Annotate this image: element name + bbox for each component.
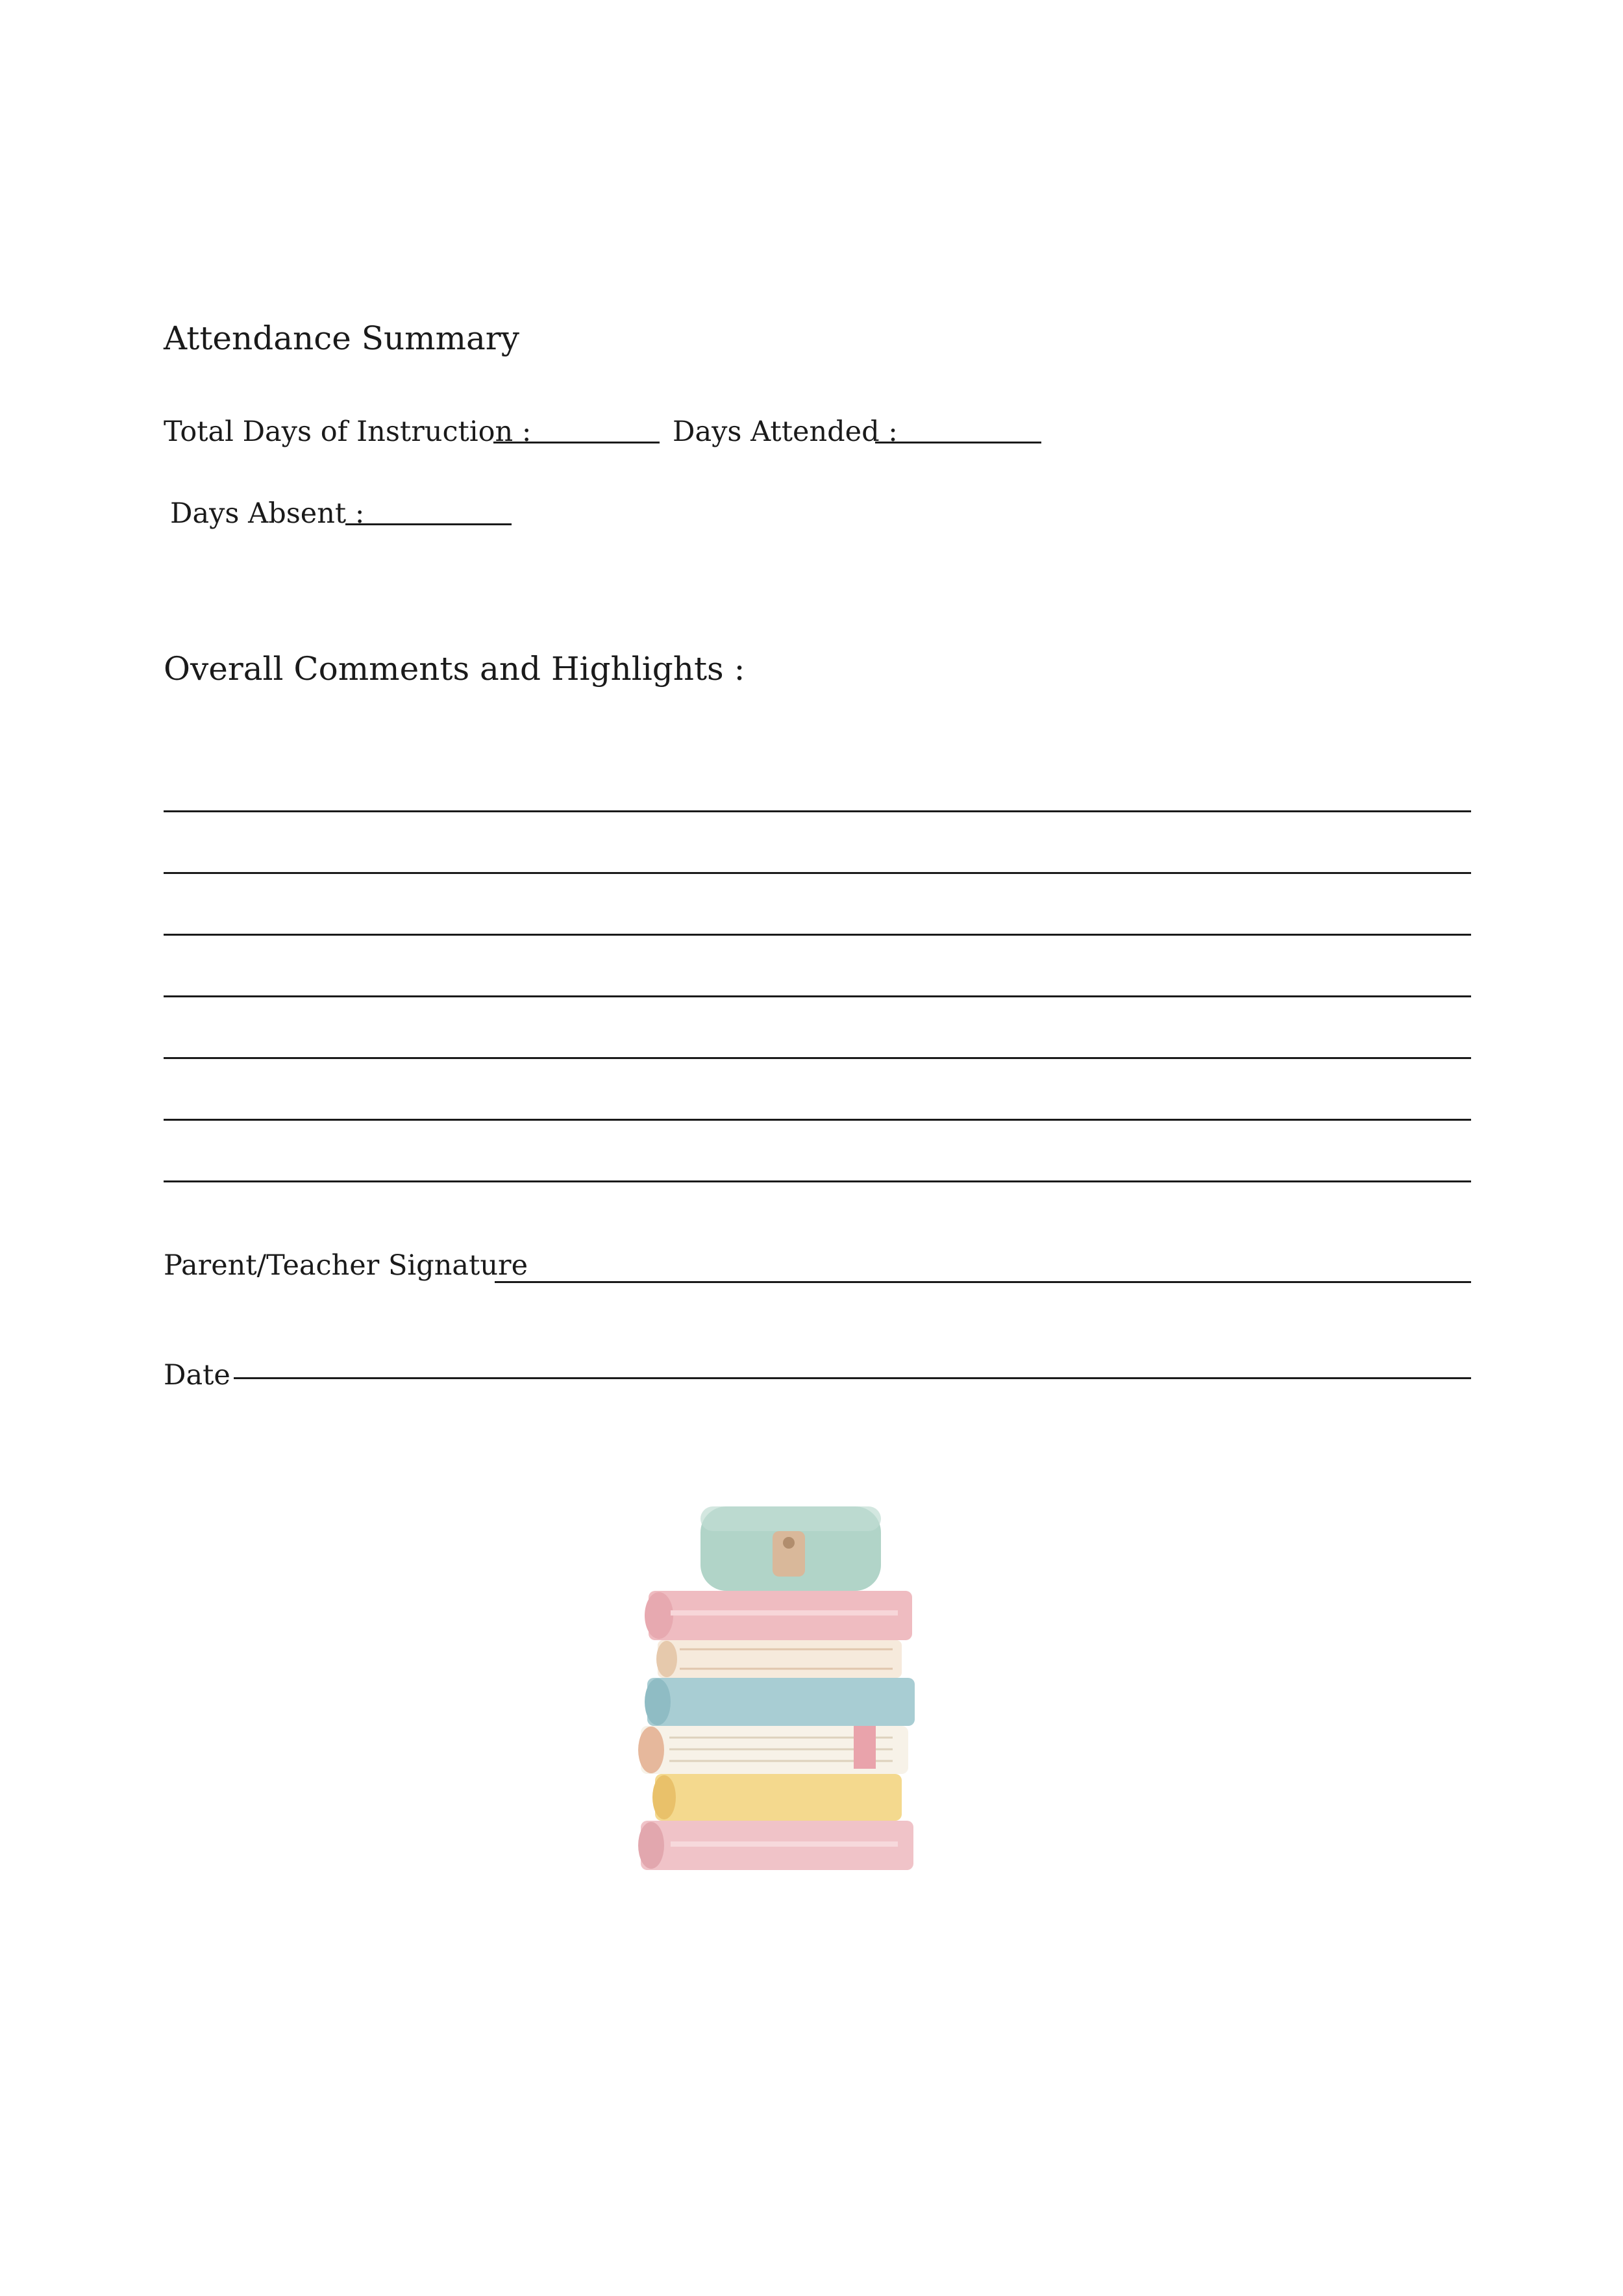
comment-line[interactable] <box>164 1119 1471 1121</box>
books-and-pencil-case-illustration <box>633 1493 945 1877</box>
total-days-field[interactable] <box>493 442 660 443</box>
attendance-heading: Attendance Summary <box>164 319 519 357</box>
comment-line[interactable] <box>164 1180 1471 1182</box>
comment-line[interactable] <box>164 810 1471 812</box>
signature-field[interactable] <box>495 1281 1471 1283</box>
total-days-label: Total Days of Instruction : <box>164 416 532 448</box>
comment-line[interactable] <box>164 1057 1471 1059</box>
days-absent-label: Days Absent : <box>170 497 365 530</box>
days-attended-field[interactable] <box>875 442 1041 443</box>
comment-line[interactable] <box>164 872 1471 874</box>
comments-heading: Overall Comments and Highlights : <box>164 650 745 688</box>
comment-line[interactable] <box>164 995 1471 997</box>
date-field[interactable] <box>234 1377 1471 1379</box>
comment-line[interactable] <box>164 934 1471 936</box>
pencil-case-icon <box>700 1506 881 1591</box>
signature-label: Parent/Teacher Signature <box>164 1249 528 1282</box>
book-stack-icon <box>638 1591 915 1870</box>
days-absent-field[interactable] <box>345 523 512 525</box>
date-label: Date <box>164 1359 230 1391</box>
days-attended-label: Days Attended : <box>673 416 898 448</box>
